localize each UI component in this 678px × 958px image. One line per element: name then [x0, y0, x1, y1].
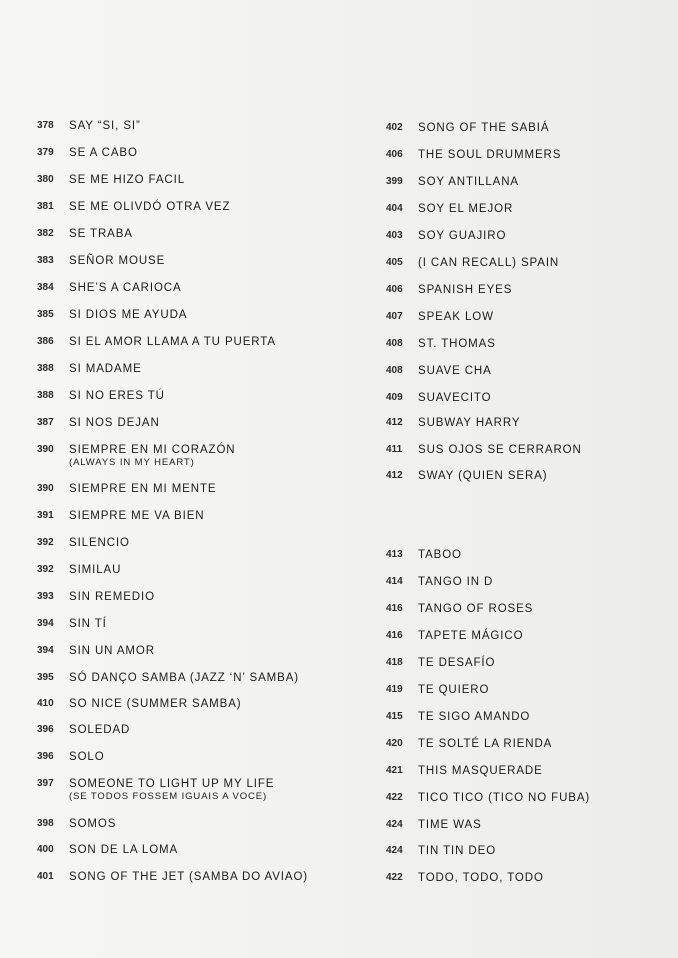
index-entry	[386, 148, 561, 162]
page-number: 387	[37, 417, 54, 428]
song-title: TABOO	[418, 549, 462, 561]
index-entry	[37, 482, 216, 496]
index-entry	[37, 697, 242, 711]
page-number: 405	[386, 257, 403, 268]
page-number: 380	[37, 174, 54, 185]
song-title: SON DE LA LOMA	[69, 844, 179, 856]
page-number: 411	[386, 444, 403, 455]
index-entry	[37, 443, 236, 469]
page-number: 422	[386, 792, 403, 803]
song-title: SOMEONE TO LIGHT UP MY LIFE	[69, 778, 275, 790]
song-title: SIN REMEDIO	[69, 591, 155, 603]
song-title: TE SIGO AMANDO	[418, 711, 531, 723]
index-entry	[37, 389, 165, 403]
index-entry	[37, 617, 107, 631]
index-entry	[386, 202, 513, 216]
song-title: SOLEDAD	[69, 724, 131, 736]
page-number: 398	[37, 818, 54, 829]
page-number: 409	[386, 392, 403, 403]
page-number: 415	[386, 711, 403, 722]
page-number: 402	[386, 122, 403, 133]
song-title: SOMOS	[69, 818, 117, 830]
page-number: 406	[386, 284, 403, 295]
page-number: 404	[386, 203, 403, 214]
page-number: 399	[386, 176, 403, 187]
song-title: SIMILAU	[69, 564, 122, 576]
song-title: TAPETE MÁGICO	[418, 630, 524, 642]
index-entry	[386, 364, 492, 378]
page-number: 388	[37, 390, 54, 401]
song-title: SE A CABO	[69, 147, 138, 159]
index-entry	[386, 844, 496, 858]
song-title: SE TRABA	[69, 228, 133, 240]
index-entry	[37, 671, 299, 685]
page-number: 400	[37, 844, 54, 855]
index-entry	[37, 750, 105, 764]
page-number: 416	[386, 603, 403, 614]
page-number: 395	[37, 672, 54, 683]
index-entry	[37, 817, 116, 831]
index-entry	[37, 227, 133, 241]
index-entry	[37, 173, 185, 187]
song-title: TE QUIERO	[418, 684, 490, 696]
song-title: SI NO ERES TÚ	[69, 390, 165, 402]
song-title: THE SOUL DRUMMERS	[418, 149, 562, 161]
page-number: 392	[37, 537, 54, 548]
page-number: 384	[37, 282, 54, 293]
song-title: SOLO	[69, 751, 105, 763]
song-title: SONG OF THE JET (SAMBA DO AVIAO)	[69, 871, 309, 883]
song-title: TICO TICO (TICO NO FUBA)	[418, 792, 591, 804]
song-title: SPANISH EYES	[418, 284, 513, 296]
index-entry	[37, 362, 142, 376]
index-entry	[386, 175, 519, 189]
song-title: SOY GUAJIRO	[418, 230, 507, 242]
index-entry	[37, 870, 308, 884]
song-title: SAY “SI, SI”	[69, 120, 141, 132]
index-entry	[37, 416, 160, 430]
index-entry	[386, 548, 462, 562]
page-number: 391	[37, 510, 54, 521]
index-entry	[386, 737, 552, 751]
song-title: SO NICE (SUMMER SAMBA)	[69, 698, 242, 710]
song-title: TANGO OF ROSES	[418, 603, 534, 615]
page-number: 390	[37, 444, 54, 455]
index-entry	[37, 509, 205, 523]
index-entry	[37, 723, 130, 737]
song-title: SUBWAY HARRY	[418, 417, 521, 429]
song-title: (I CAN RECALL) SPAIN	[418, 257, 560, 269]
index-entry	[386, 283, 512, 297]
song-title: SILENCIO	[69, 537, 130, 549]
index-entry	[386, 871, 544, 885]
song-title: SI DIOS ME AYUDA	[69, 309, 188, 321]
index-entry	[386, 121, 549, 135]
page-number: 401	[37, 871, 54, 882]
song-title: SIN UN AMOR	[69, 645, 155, 657]
page-number: 419	[386, 684, 403, 695]
song-subtitle: (SE TODOS FOSSEM IGUAIS A VOCE)	[69, 791, 268, 802]
page-number: 394	[37, 645, 54, 656]
song-title: TIN TIN DEO	[418, 845, 497, 857]
index-entry	[37, 777, 274, 803]
index-entry	[386, 656, 495, 670]
index-entry	[37, 536, 130, 550]
index-entry	[37, 281, 182, 295]
song-title: SWAY (QUIEN SERA)	[418, 470, 548, 482]
page-number: 392	[37, 564, 54, 575]
index-entry	[386, 256, 559, 270]
page-number: 418	[386, 657, 403, 668]
song-title: SHE’S A CARIOCA	[69, 282, 182, 294]
page-number: 406	[386, 149, 403, 160]
page-number: 379	[37, 147, 54, 158]
page-number: 410	[37, 698, 54, 709]
page-number: 408	[386, 338, 403, 349]
song-title: TANGO IN D	[418, 576, 494, 588]
song-title: SE ME OLIVDÓ OTRA VEZ	[69, 201, 231, 213]
song-title: SIEMPRE EN MI MENTE	[69, 483, 217, 495]
song-title: TE DESAFÍO	[418, 657, 496, 669]
page-number: 386	[37, 336, 54, 347]
index-entry	[386, 310, 494, 324]
index-entry	[37, 563, 121, 577]
page-number: 422	[386, 872, 403, 883]
song-title: TE SOLTÉ LA RIENDA	[418, 738, 553, 750]
index-entry	[37, 119, 141, 133]
song-title: SI EL AMOR LLAMA A TU PUERTA	[69, 336, 276, 348]
index-entry	[386, 602, 533, 616]
page-number: 381	[37, 201, 54, 212]
song-title: SUS OJOS SE CERRARON	[418, 444, 582, 456]
index-entry	[37, 590, 155, 604]
page-number: 396	[37, 724, 54, 735]
song-title: SIEMPRE EN MI CORAZÓN	[69, 444, 236, 456]
index-entry	[37, 146, 138, 160]
song-title: TODO, TODO, TODO	[418, 872, 544, 884]
page-number: 413	[386, 549, 403, 560]
page-number: 412	[386, 470, 403, 481]
song-title: SEÑOR MOUSE	[69, 255, 166, 267]
index-entry	[386, 683, 489, 697]
index-entry	[386, 710, 530, 724]
song-title: SE ME HIZO FACIL	[69, 174, 186, 186]
index-entry	[386, 229, 506, 243]
song-title: SIEMPRE ME VA BIEN	[69, 510, 205, 522]
index-entry	[386, 337, 496, 351]
song-title: SIN TÍ	[69, 618, 107, 630]
song-title: SPEAK LOW	[418, 311, 494, 323]
index-entry	[386, 818, 482, 832]
page-number: 412	[386, 417, 403, 428]
page-number: 396	[37, 751, 54, 762]
page-number: 421	[386, 765, 403, 776]
song-title: ST. THOMAS	[418, 338, 496, 350]
page-number: 383	[37, 255, 54, 266]
index-entry	[37, 335, 276, 349]
index-entry	[386, 575, 493, 589]
song-title: TIME WAS	[418, 819, 482, 831]
page-number: 388	[37, 363, 54, 374]
page-number: 424	[386, 845, 403, 856]
song-title: SUAVE CHA	[418, 365, 492, 377]
index-entry	[386, 764, 543, 778]
page-number: 424	[386, 819, 403, 830]
page-number: 394	[37, 618, 54, 629]
page-number: 420	[386, 738, 403, 749]
index-entry	[386, 391, 492, 405]
page-number: 393	[37, 591, 54, 602]
song-title: SÓ DANÇO SAMBA (JAZZ ‘N’ SAMBA)	[69, 672, 300, 684]
page-number: 390	[37, 483, 54, 494]
song-title: THIS MASQUERADE	[418, 765, 543, 777]
page-number: 385	[37, 309, 54, 320]
page-number: 382	[37, 228, 54, 239]
index-entry	[37, 308, 187, 322]
song-title: SOY EL MEJOR	[418, 203, 514, 215]
index-entry	[386, 443, 582, 457]
page-number: 414	[386, 576, 403, 587]
page-number: 408	[386, 365, 403, 376]
page-number: 416	[386, 630, 403, 641]
song-title: SI MADAME	[69, 363, 142, 375]
index-entry	[37, 644, 155, 658]
index-entry	[386, 791, 590, 805]
song-title: SONG OF THE SABIÁ	[418, 122, 550, 134]
page-number: 397	[37, 778, 54, 789]
index-entry	[37, 200, 230, 214]
page-number: 403	[386, 230, 403, 241]
song-title: SOY ANTILLANA	[418, 176, 519, 188]
index-entry	[386, 469, 547, 483]
index-entry	[386, 416, 520, 430]
index-entry	[37, 254, 165, 268]
index-entry	[386, 629, 523, 643]
song-subtitle: (ALWAYS IN MY HEART)	[69, 457, 195, 468]
page-number: 407	[386, 311, 403, 322]
page-number: 378	[37, 120, 54, 131]
index-entry	[37, 843, 178, 857]
song-title: SUAVECITO	[418, 392, 492, 404]
song-title: SI NOS DEJAN	[69, 417, 160, 429]
